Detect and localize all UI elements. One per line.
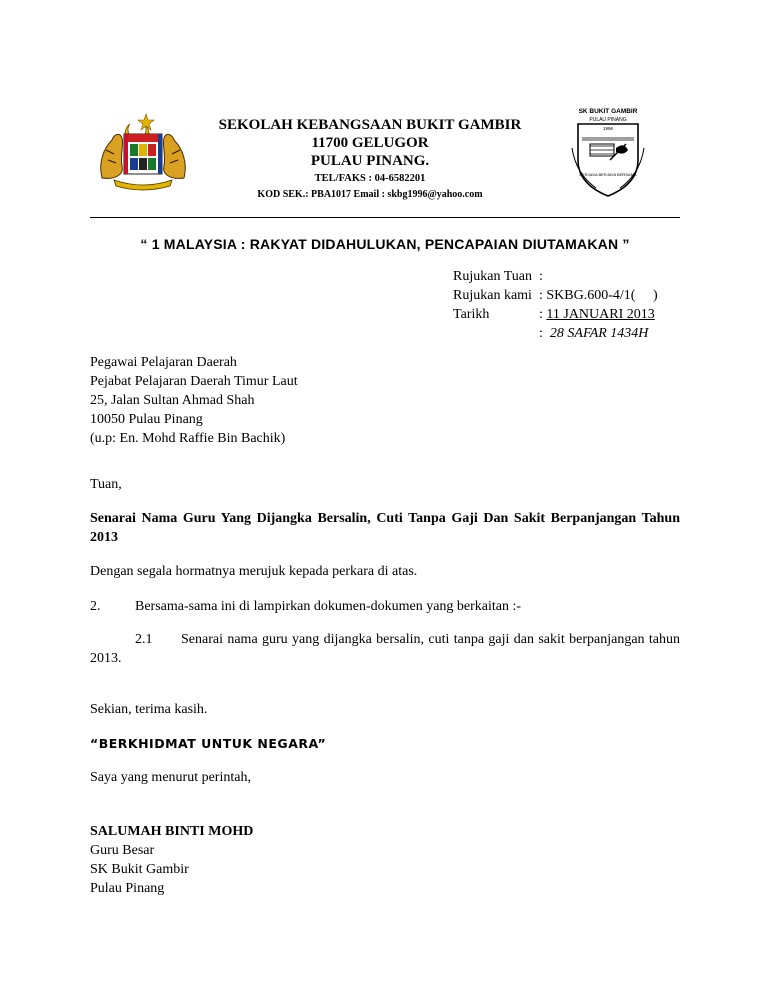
signature-block [90, 822, 253, 898]
ref-kami-label: Rujukan kami [453, 288, 532, 303]
recipient-line: 25, Jalan Sultan Ahmad Shah [90, 393, 255, 408]
ref-date-label: Tarikh [453, 307, 490, 322]
school-code-email: KOD SEK.: PBA1017 Email : skbg1996@yahoo.com [257, 189, 483, 200]
school-name: SEKOLAH KEBANGSAAN BUKIT GAMBIR [218, 117, 522, 133]
salutation: Tuan, [90, 477, 122, 492]
recipient-address [90, 353, 298, 448]
recipient-line: (u.p: En. Mohd Raffie Bin Bachik) [90, 431, 286, 446]
badge-title: SK BUKIT GAMBIR [578, 108, 638, 115]
ref-hijri-value: 28 SAFAR 1434H [549, 326, 649, 341]
ref-tuan-row [453, 267, 658, 286]
ref-hijri-colon: : [539, 326, 550, 341]
recipient-line: 10050 Pulau Pinang [90, 412, 203, 427]
national-motto: “ 1 MALAYSIA : RAKYAT DIDAHULUKAN, PENCAPAIAN DIUTAMAKAN ” [140, 236, 630, 252]
recipient-line: Pejabat Pelajaran Daerah Timur Laut [90, 374, 298, 389]
reference-block [453, 267, 658, 343]
ref-kami-value: : SKBG.600-4/1( ) [539, 288, 658, 303]
ref-tuan-value: : [539, 269, 543, 284]
obedient-line: Saya yang menurut perintah, [90, 770, 251, 785]
signatory-state: Pulau Pinang [90, 881, 165, 896]
ref-date-colon: : [539, 307, 547, 322]
school-badge-logo [566, 104, 650, 200]
ref-hijri-row [453, 324, 658, 343]
signatory-school: SK Bukit Gambir [90, 862, 189, 877]
letterhead [150, 116, 590, 203]
closing-motto: “BERKHIDMAT UNTUK NEGARA” [90, 736, 327, 751]
opening-paragraph: Dengan segala hormatnya merujuk kepada perkara di atas. [90, 564, 418, 579]
paragraph-number: 2. [90, 599, 101, 614]
paragraph-2 [90, 597, 680, 616]
ref-date-row [453, 305, 658, 324]
signatory-title: Guru Besar [90, 843, 155, 858]
badge-year: 1996 [602, 126, 614, 131]
paragraph-2-1 [90, 630, 680, 668]
header-divider [90, 217, 680, 218]
recipient-line: Pegawai Pelajaran Daerah [90, 355, 237, 370]
school-state: PULAU PINANG. [310, 153, 430, 169]
badge-subtitle: PULAU PINANG [589, 117, 627, 123]
badge-motto: BERJASA BERJAYA BERSAMA [579, 172, 637, 177]
ref-date-value: 11 JANUARI 2013 [546, 307, 655, 322]
paragraph-number: 2.1 [135, 632, 153, 647]
paragraph-text: Senarai nama guru yang dijangka bersalin, cuti tanpa gaji dan sakit berpanjangan tahun 2013. [90, 632, 680, 666]
closing-line: Sekian, terima kasih. [90, 702, 208, 717]
letter-subject: Senarai Nama Guru Yang Dijangka Bersalin, Cuti Tanpa Gaji Dan Sakit Berpanjangan Tahun 2013 [90, 511, 680, 545]
school-tel: TEL/FAKS : 04-6582201 [314, 173, 426, 184]
ref-tuan-label: Rujukan Tuan [453, 269, 532, 284]
school-postcode: 11700 GELUGOR [311, 135, 429, 151]
ref-kami-row [453, 286, 658, 305]
paragraph-text: Bersama-sama ini di lampirkan dokumen-dokumen yang berkaitan :- [135, 599, 522, 614]
signatory-name: SALUMAH BINTI MOHD [90, 824, 254, 839]
